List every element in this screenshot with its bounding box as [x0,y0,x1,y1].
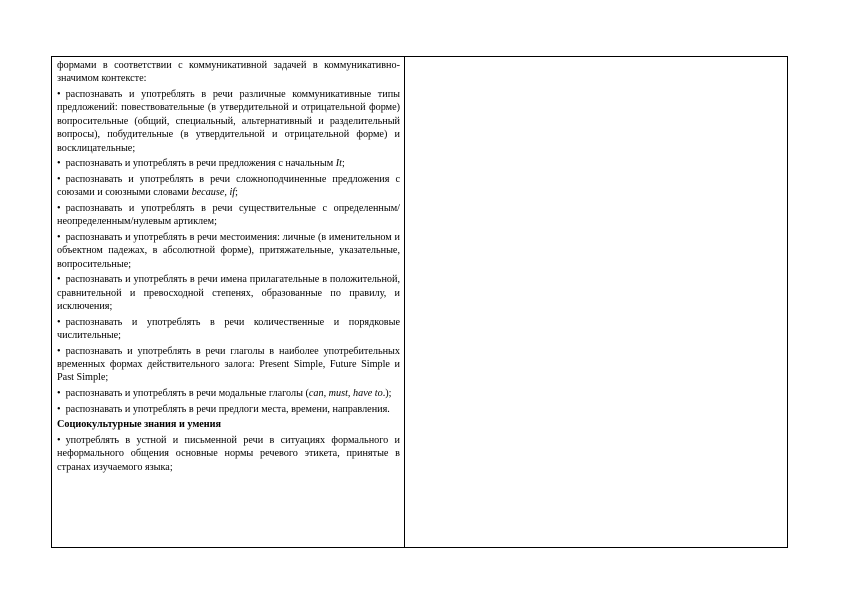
table-cell-left [52,57,405,547]
list-item: • употреблять в устной и письменной речи в ситуациях формального и неформального общения основные нормы речевого этикета, принятые в странах изучаемого языка; [57,434,400,474]
list-item: • распознавать и употреблять в речи имена прилагательные в положительной, сравнительной и превосходной степенях, образованные по правилу, и исключения; [57,273,400,313]
list-item: • распознавать и употреблять в речи сложноподчиненные предложения с союзами и союзными словами because, if; [57,173,400,200]
intro-paragraph: формами в соответствии с коммуникативной задачей в коммуникативно-значимом контексте: [57,60,400,85]
table-cell-right [405,57,787,547]
list-item: • распознавать и употреблять в речи предлоги места, времени, направления. [57,403,400,416]
list-item: • распознавать и употреблять в речи количественные и порядковые числительные; [57,316,400,343]
list-item: • распознавать и употреблять в речи различные коммуникативные типы предложений: повествовательные (в утвердительной и отрицательной форме) вопросительные (общий, специальный, альтернативный и разделительный вопросы), побудительные (в утвердительной и отрицательной форме) и восклицательные; [57,88,400,155]
list-item: • распознавать и употреблять в речи предложения с начальным It; [57,157,400,170]
list-item: • распознавать и употреблять в речи существительные с определенным/ неопределенным/нулевым артиклем; [57,202,400,229]
content-table [51,56,788,548]
list-item: • распознавать и употреблять в речи местоимения: личные (в именительном и объектном падежах, в абсолютной форме), притяжательные, указательные, вопросительные; [57,231,400,271]
section-heading: Социокультурные знания и умения [57,419,222,431]
list-item: • распознавать и употреблять в речи глаголы в наиболее употребительных временных формах действительного залога: Present Simple, Future Simple и Past Simple; [57,345,400,385]
list-item: • распознавать и употреблять в речи модальные глаголы (can, must, have to.); [57,387,400,400]
